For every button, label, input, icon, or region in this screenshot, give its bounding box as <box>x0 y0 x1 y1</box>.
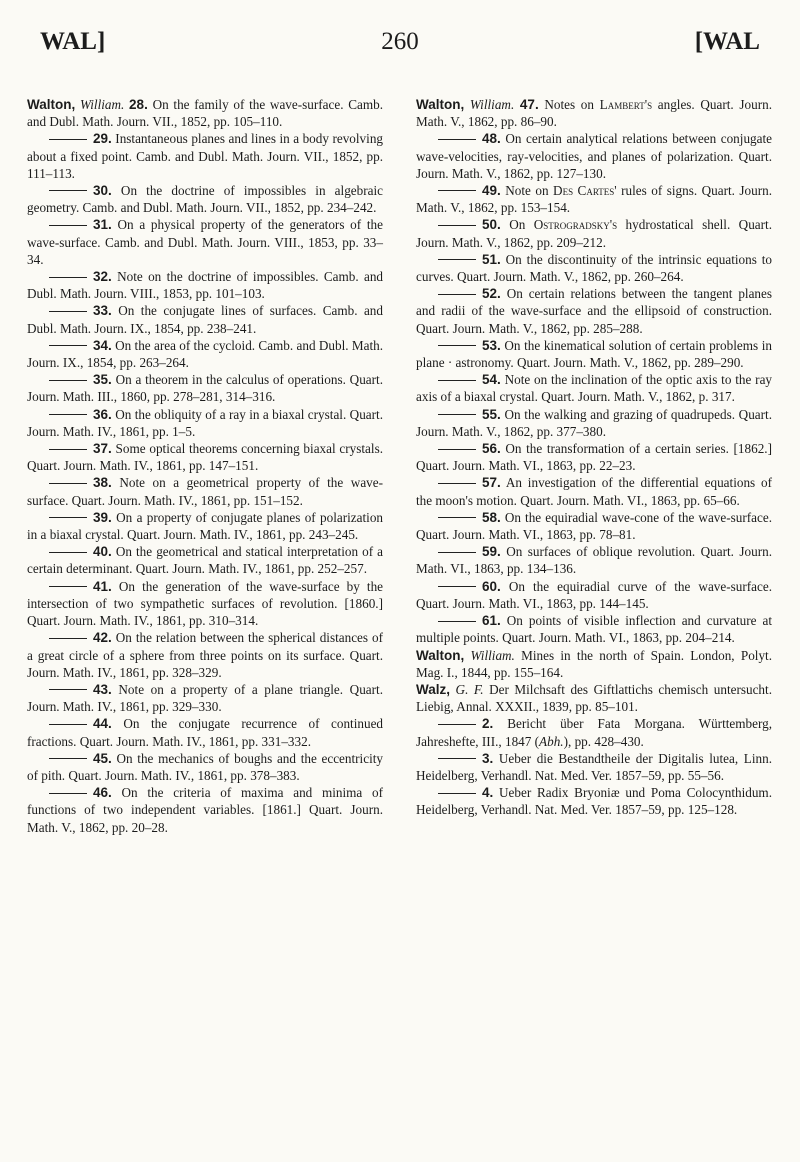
bibliography-entry <box>416 578 772 612</box>
bibliography-entry <box>27 681 383 715</box>
ditto-dash <box>49 449 87 450</box>
entry-text: On a theorem in the calculus of operations. Quart. Journ. Math. III., 1860, pp. 278–281, 314–316. <box>27 372 384 405</box>
entry-text: hydrostatical shell. Quart. Journ. Math. V., 1862, pp. 209–212. <box>416 217 772 250</box>
entry-text: On the area of the cycloid. Camb. and Dubl. Math. Journ. IX., 1854, pp. 263–264. <box>27 337 383 371</box>
bibliography-entry <box>27 543 383 577</box>
entry-text: On points of visible inflection and curvature at multiple points. Quart. Journ. Math. VI., 1863, pp. 204–214. <box>416 613 773 646</box>
entry-number: 36. <box>93 406 112 422</box>
author-given-name: William. <box>469 97 515 112</box>
bibliography-entry <box>27 302 383 336</box>
entry-name-smallcaps: Ostrogradsky's <box>533 217 618 233</box>
entry-number: 38. <box>93 475 112 491</box>
author-given-name: G. F. <box>455 681 484 697</box>
ditto-dash <box>49 793 87 794</box>
entry-text: Ueber die Bestandtheile der Digitalis lutea, Linn. Heidelberg, Verhandl. Nat. Med. Ver. 1857–59, pp. 55–56. <box>416 750 772 783</box>
author-entry <box>27 96 383 130</box>
bibliography-entry <box>416 337 772 371</box>
ditto-dash <box>49 517 87 518</box>
entry-number: 43. <box>93 681 112 697</box>
bibliography-entry <box>416 715 772 749</box>
entry-text: Note on a property of a plane triangle. Quart. Journ. Math. IV., 1861, pp. 329–330. <box>27 681 383 715</box>
ditto-dash <box>438 483 476 484</box>
entry-number: 3. <box>482 750 494 766</box>
bibliography-entry <box>27 715 383 749</box>
entry-number: 46. <box>93 785 112 801</box>
entry-text: On the conjugate recurrence of continued fractions. Quart. Journ. Math. IV., 1861, pp. 331–332. <box>27 716 384 749</box>
entry-number: 29. <box>93 131 112 147</box>
entry-number: 44. <box>93 716 112 732</box>
entry-text: An investigation of the differential equations of the moon's motion. Quart. Journ. Math. VI., 1863, pp. 65–66. <box>416 475 772 508</box>
entry-text: On certain analytical relations between conjugate wave-velocities, ray-velocities, and planes of polarization. Quart. Journ. Math. V., 1862, pp. 127–130. <box>416 131 772 181</box>
ditto-dash <box>438 552 476 553</box>
bibliography-entry <box>416 406 772 440</box>
entry-text-prefix: On <box>509 217 534 233</box>
entry-text: On the equiradial wave-cone of the wave-surface. Quart. Journ. Math. VI., 1863, pp. 78–81. <box>416 509 773 543</box>
ditto-dash <box>49 190 87 191</box>
entry-text: On the geometrical and statical interpretation of a certain determinant. Quart. Journ. Math. IV., 1861, pp. 252–257. <box>27 544 384 577</box>
bibliography-entry <box>416 285 772 337</box>
entry-number: 28. <box>129 97 148 112</box>
bibliography-entry <box>27 371 383 405</box>
entry-number: 49. <box>482 183 501 199</box>
author-surname: Walz, <box>416 681 451 697</box>
entry-text: On the conjugate lines of surfaces. Camb. and Dubl. Math. Journ. IX., 1854, pp. 238–241. <box>27 303 383 336</box>
entry-number: 34. <box>93 337 112 353</box>
entry-number: 51. <box>482 251 501 267</box>
bibliography-entry <box>416 182 772 216</box>
bibliography-entry <box>416 509 772 543</box>
entry-text: On the criteria of maxima and minima of functions of two independent variables. [1861.] Quart. Journ. Math. V., 1862, pp. 20–28. <box>27 785 383 835</box>
author-entry <box>416 681 772 715</box>
ditto-dash <box>438 190 476 191</box>
entry-text: On the doctrine of impossibles in algebraic geometry. Camb. and Dubl. Math. Journ. VII., 1852, pp. 234–242. <box>27 183 384 216</box>
bibliography-entry <box>416 130 772 182</box>
entry-number: 60. <box>482 578 501 594</box>
entry-text: On certain relations between the tangent planes and radii of the wave-surface and the ellipsoid of construction. Quart. Journ. Math. V., 1862, pp. 285–288. <box>416 286 773 336</box>
entry-number: 2. <box>482 716 494 732</box>
entry-text: Mines in the north of Spain. London, Polyt. Mag. I., 1844, pp. 155–164. <box>416 647 773 680</box>
entry-number: 35. <box>93 372 112 388</box>
bibliography-entry <box>27 474 383 508</box>
entry-number: 4. <box>482 785 494 801</box>
page-header <box>40 28 760 60</box>
entry-name-smallcaps: Des Cartes' <box>553 183 617 199</box>
bibliography-entry <box>416 784 772 818</box>
entry-number: 53. <box>482 337 501 353</box>
author-surname: Walton, <box>27 97 76 112</box>
entry-text: On the generation of the wave-surface by the intersection of two sympathetic surfaces of revolution. [1860.] Quart. Journ. Math. IV., 1861, pp. 310–314. <box>27 578 384 629</box>
entry-text: On the mechanics of boughs and the eccentricity of pith. Quart. Journ. Math. IV., 1861, pp. 378–383. <box>27 750 383 783</box>
entry-number: 39. <box>93 509 112 525</box>
ditto-dash <box>438 517 476 518</box>
ditto-dash <box>49 552 87 553</box>
bibliography-entry <box>416 750 772 784</box>
bibliography-entry <box>27 268 383 302</box>
entry-number: 58. <box>482 509 501 525</box>
entry-text: On the kinematical solution of certain problems in plane · astronomy. Quart. Journ. Math. V., 1862, pp. 289–290. <box>416 337 773 371</box>
ditto-dash <box>438 294 476 295</box>
entry-text: angles. Quart. Journ. Math. V., 1862, pp. 86–90. <box>416 97 772 130</box>
entry-number: 41. <box>93 578 112 594</box>
ditto-dash <box>49 689 87 690</box>
ditto-dash <box>438 414 476 415</box>
ditto-dash <box>438 259 476 260</box>
entry-text: Note on the doctrine of impossibles. Camb. and Dubl. Math. Journ. VIII., 1853, pp. 101–103. <box>27 269 384 302</box>
ditto-dash <box>49 345 87 346</box>
entry-number: 47. <box>519 97 539 112</box>
entry-number: 52. <box>482 286 501 302</box>
entry-text-prefix: Notes on <box>544 97 600 112</box>
entry-text: On the family of the wave-surface. Camb. and Dubl. Math. Journ. VII., 1852, pp. 105–110. <box>27 97 384 130</box>
ditto-dash <box>49 277 87 278</box>
entry-number: 61. <box>482 613 501 629</box>
bibliography-entry <box>416 612 772 646</box>
bibliography-entry <box>27 629 383 681</box>
ditto-dash <box>49 225 87 226</box>
entry-text: Some optical theorems concerning biaxal crystals. Quart. Journ. Math. IV., 1861, pp. 147–151. <box>27 441 383 474</box>
entry-text: Instantaneous planes and lines in a body revolving about a fixed point. Camb. and Dubl. Math. Journ. VII., 1852, pp. 111–113. <box>27 131 384 181</box>
entry-number: 31. <box>93 217 112 233</box>
entry-number: 56. <box>482 441 501 457</box>
ditto-dash <box>49 483 87 484</box>
ditto-dash <box>49 139 87 140</box>
bibliography-entry <box>27 509 383 543</box>
page-number: 260 <box>381 28 419 55</box>
entry-text-prefix: Bericht über Fata Morgana. Württemberg, Jahreshefte, III., 1847 ( <box>416 716 772 749</box>
entry-number: 50. <box>482 217 501 233</box>
header-right-guide: [WAL <box>694 28 760 55</box>
entry-text: On a property of conjugate planes of polarization in a biaxal crystal. Quart. Journ. Math. IV., 1861, pp. 243–245. <box>27 509 383 543</box>
ditto-dash <box>438 225 476 226</box>
entry-text-prefix: Note on <box>505 183 554 199</box>
entry-text: Der Milchsaft des Giftlattichs chemisch untersucht. Liebig, Annal. XXXII., 1839, pp. 85–101. <box>416 681 772 715</box>
ditto-dash <box>438 345 476 346</box>
entry-number: 33. <box>93 303 112 319</box>
entry-number: 55. <box>482 406 501 422</box>
header-left-guide: WAL] <box>40 28 106 55</box>
ditto-dash <box>438 793 476 794</box>
bibliography-entry <box>416 216 772 250</box>
ditto-dash <box>438 758 476 759</box>
ditto-dash <box>438 380 476 381</box>
entry-number: 59. <box>482 544 501 560</box>
ditto-dash <box>438 724 476 725</box>
author-entry <box>416 647 772 681</box>
entry-text: On the relation between the spherical distances of a great circle of a sphere from three points on its surface. Quart. Journ. Math. IV., 1861, pp. 328–329. <box>27 630 383 680</box>
ditto-dash <box>49 758 87 759</box>
entry-text: On a physical property of the generators of the wave-surface. Camb. and Dubl. Math. Journ. VIII., 1853, pp. 33–34. <box>27 217 383 267</box>
bibliography-entry <box>27 578 383 630</box>
entry-name-smallcaps: Lambert's <box>599 97 653 112</box>
ditto-dash <box>438 449 476 450</box>
bibliography-entry <box>416 474 772 508</box>
author-surname: Walton, <box>416 647 465 663</box>
bibliography-entry <box>27 130 383 182</box>
bibliography-entry <box>27 440 383 474</box>
ditto-dash <box>49 311 87 312</box>
ditto-dash <box>438 139 476 140</box>
entry-number: 48. <box>482 131 501 147</box>
entry-number: 54. <box>482 372 501 388</box>
entry-number: 37. <box>93 441 112 457</box>
bibliography-entry <box>416 371 772 405</box>
bibliography-entry <box>27 750 383 784</box>
right-column <box>416 96 772 819</box>
entry-text: Note on a geometrical property of the wave-surface. Quart. Journ. Math. IV., 1861, pp. 151–152. <box>27 475 384 508</box>
ditto-dash <box>49 724 87 725</box>
bibliography-entry <box>416 440 772 474</box>
bibliography-entry <box>416 543 772 577</box>
ditto-dash <box>49 586 87 587</box>
bibliography-entry <box>416 251 772 285</box>
author-surname: Walton, <box>416 97 465 112</box>
bibliography-entry <box>27 784 383 836</box>
entry-number: 57. <box>482 475 501 491</box>
entry-text: On the equiradial curve of the wave-surface. Quart. Journ. Math. VI., 1863, pp. 144–145. <box>416 578 772 611</box>
entry-text: rules of signs. Quart. Journ. Math. V., 1862, pp. 153–154. <box>416 183 773 216</box>
left-column <box>27 96 383 836</box>
author-given-name: William. <box>79 97 125 112</box>
entry-text: On the discontinuity of the intrinsic equations to curves. Quart. Journ. Math. V., 1862, pp. 260–264. <box>416 251 772 285</box>
entry-text-italic: Abh. <box>539 733 564 749</box>
entry-text: Note on the inclination of the optic axis to the ray axis of a biaxal crystal. Quart. Journ. Math. V., 1862, p. 317. <box>416 372 773 405</box>
ditto-dash <box>49 638 87 639</box>
bibliography-entry <box>27 406 383 440</box>
ditto-dash <box>438 621 476 622</box>
entry-text: On the obliquity of a ray in a biaxal crystal. Quart. Journ. Math. IV., 1861, pp. 1–5. <box>27 406 383 439</box>
ditto-dash <box>438 586 476 587</box>
entry-number: 42. <box>93 630 112 646</box>
bibliography-entry <box>27 337 383 371</box>
entry-text: On the transformation of a certain series. [1862.] Quart. Journ. Math. VI., 1863, pp. 22–23. <box>416 441 772 474</box>
bibliography-entry <box>27 216 383 268</box>
entry-number: 32. <box>93 269 112 285</box>
entry-number: 45. <box>93 750 112 766</box>
entry-number: 40. <box>93 544 112 560</box>
entry-text: ), pp. 428–430. <box>563 733 644 749</box>
ditto-dash <box>49 380 87 381</box>
author-entry <box>416 96 772 130</box>
bibliography-entry <box>27 182 383 216</box>
author-given-name: William. <box>470 647 515 663</box>
entry-text: Ueber Radix Bryoniæ und Poma Colocynthidum. Heidelberg, Verhandl. Nat. Med. Ver. 1857–59, pp. 125–128. <box>416 785 772 818</box>
entry-text: On surfaces of oblique revolution. Quart. Journ. Math. VI., 1863, pp. 134–136. <box>416 544 772 577</box>
ditto-dash <box>49 414 87 415</box>
entry-text: On the walking and grazing of quadrupeds. Quart. Journ. Math. V., 1862, pp. 377–380. <box>416 406 773 439</box>
entry-number: 30. <box>93 183 112 199</box>
